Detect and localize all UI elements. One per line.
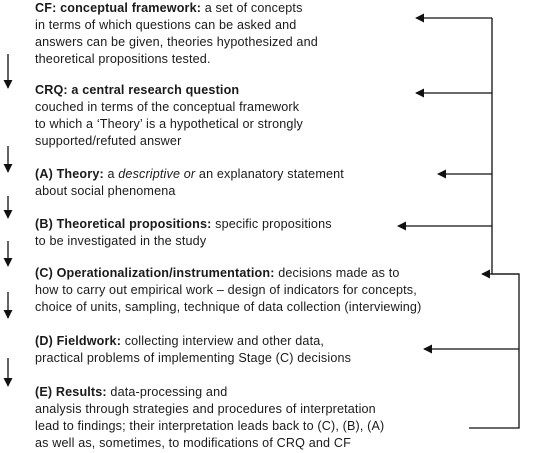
- stage-text: a: [103, 167, 119, 181]
- stage-text: lead to findings; their interpretation leads back to (C), (B), (A): [35, 419, 385, 433]
- stage-text: theoretical propositions tested.: [35, 52, 211, 66]
- stage-text: to which a ‘Theory’ is a hypothetical or strongly: [35, 117, 303, 131]
- stage-heading: (E) Results:: [35, 385, 107, 399]
- stage-text: in terms of which questions can be asked and: [35, 18, 297, 32]
- stage-text: practical problems of implementing Stage (C) decisions: [35, 351, 352, 365]
- stage-text: as well as, sometimes, to modifications of CRQ and CF: [35, 436, 351, 450]
- stage-text: decisions made as to: [274, 266, 400, 280]
- stage-text: an explanatory statement: [195, 167, 344, 181]
- stage-text: analysis through strategies and procedures of interpretation: [35, 402, 376, 416]
- stage-text: specific propositions: [211, 217, 332, 231]
- stage-heading: (B) Theoretical propositions:: [35, 217, 212, 231]
- stage-emphasis: descriptive or: [118, 167, 196, 181]
- stage-heading: CRQ: a central research question: [35, 83, 240, 97]
- stage-text: data-processing and: [106, 385, 228, 399]
- stage-text: collecting interview and other data,: [121, 334, 325, 348]
- stage-text: how to carry out empirical work – design of indicators for concepts,: [35, 283, 417, 297]
- stage-text: choice of units, sampling, technique of data collection (interviewing): [35, 300, 422, 314]
- feedback-vertical-line: [469, 18, 519, 428]
- stage-heading: (D) Fieldwork:: [35, 334, 122, 348]
- stage-heading: (C) Operationalization/instrumentation:: [35, 266, 275, 280]
- stage-text: answers can be given, theories hypothesized and: [35, 35, 318, 49]
- stage-text: a set of concepts: [201, 1, 303, 15]
- stage-text: supported/refuted answer: [35, 134, 182, 148]
- stage-text: couched in terms of the conceptual framework: [35, 100, 300, 114]
- stage-text: to be investigated in the study: [35, 234, 207, 248]
- stage-text: about social phenomena: [35, 184, 176, 198]
- stage-heading: CF: conceptual framework:: [35, 1, 202, 15]
- stage-heading: (A) Theory:: [35, 167, 104, 181]
